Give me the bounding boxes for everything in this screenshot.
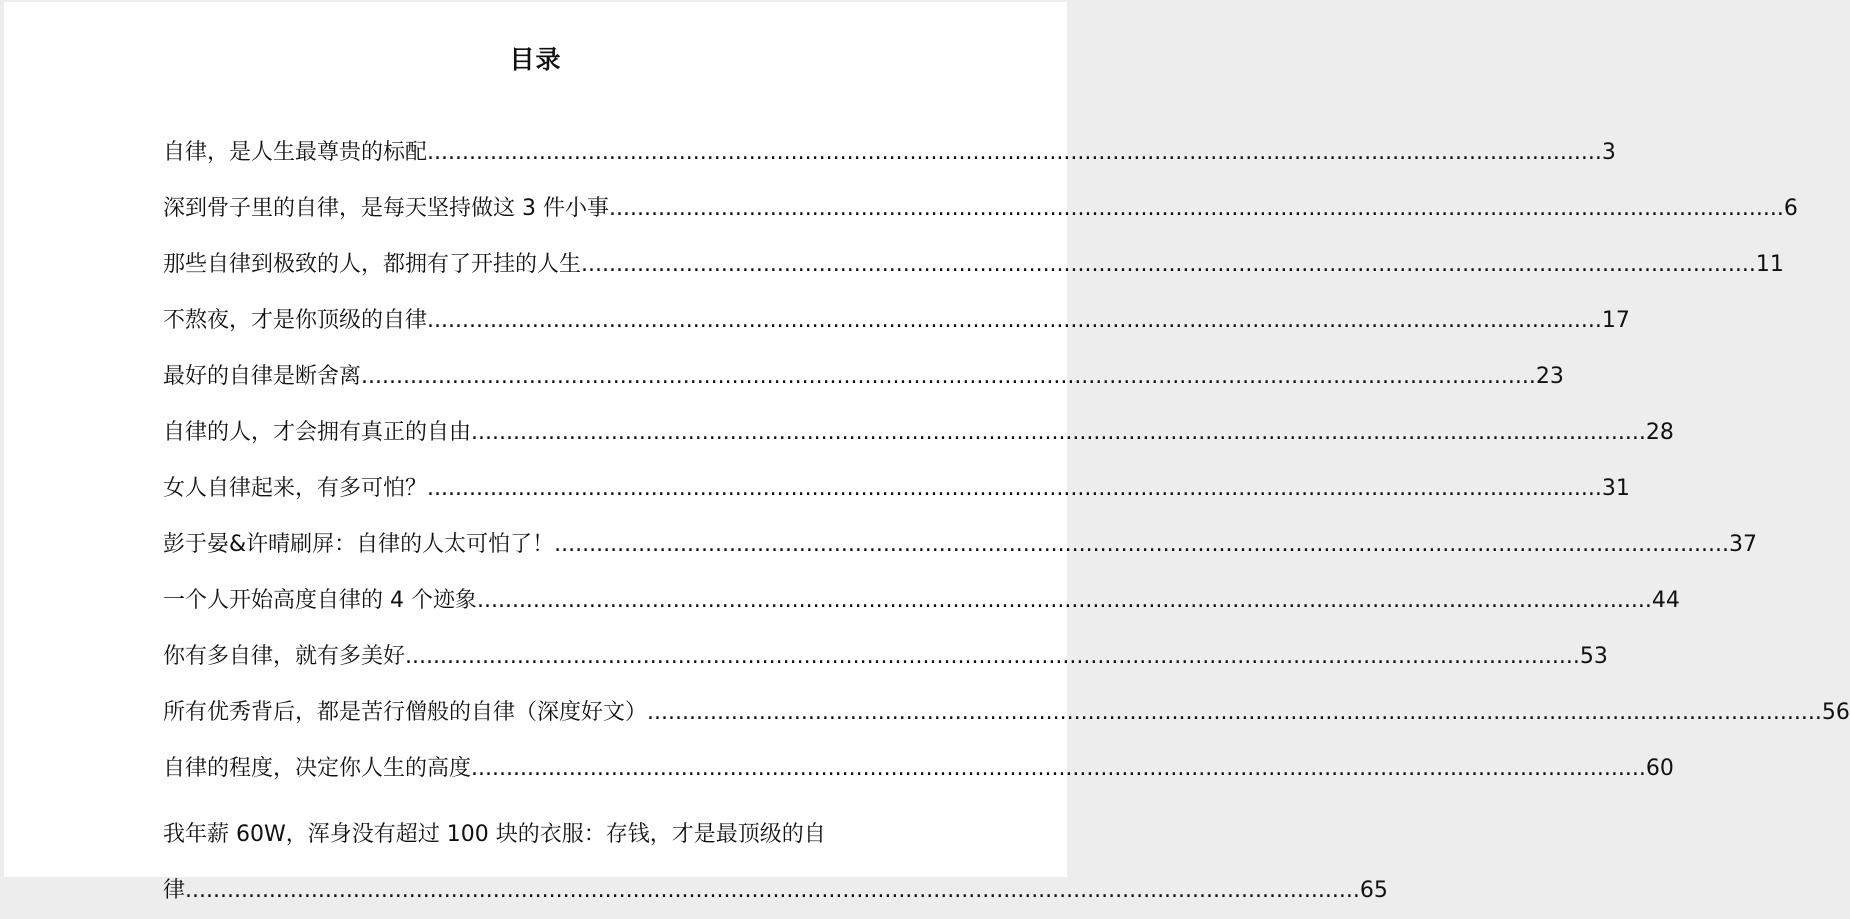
toc-entry[interactable]	[163, 247, 1784, 303]
toc-entry-title: 自律的人，才会拥有真正的自由	[163, 420, 472, 445]
dot-leader	[471, 420, 1646, 445]
toc-entry-page: 44	[1651, 588, 1680, 613]
toc-entry-title: 彭于晏&许晴刷屏：自律的人太可怕了！	[163, 532, 555, 557]
toc-entry[interactable]	[163, 303, 1630, 359]
toc-entry-title: 最好的自律是断舍离	[163, 364, 362, 389]
toc-entry-page: 17	[1601, 308, 1630, 333]
toc-entry-title: 自律，是人生最尊贵的标配	[163, 140, 428, 165]
toc-entry-title: 女人自律起来，有多可怕？	[163, 476, 428, 501]
toc-entry-title: 不熬夜，才是你顶级的自律	[163, 308, 428, 333]
toc-entry-page: 60	[1645, 756, 1674, 781]
dot-leader	[647, 700, 1822, 725]
document-page	[4, 2, 1850, 903]
toc-entry[interactable]	[163, 191, 1798, 247]
toc-entry[interactable]	[163, 527, 1758, 583]
dot-leader	[405, 644, 1580, 669]
toc-entry-page: 11	[1755, 252, 1784, 277]
toc-entry-page: 23	[1535, 364, 1564, 389]
dot-leader	[581, 252, 1756, 277]
toc-entry-title: 那些自律到极致的人，都拥有了开挂的人生	[163, 252, 582, 277]
toc-entry[interactable]	[163, 695, 1850, 751]
toc-entry[interactable]	[163, 807, 1388, 919]
toc-entry-title: 你有多自律，就有多美好	[163, 644, 406, 669]
dot-leader	[554, 532, 1729, 557]
toc-entry-page: 65	[1359, 878, 1388, 903]
dot-leader	[427, 140, 1602, 165]
toc-entry[interactable]	[163, 471, 1630, 527]
toc-entry-title: 深到骨子里的自律，是每天坚持做这 3 件小事	[163, 196, 609, 221]
toc-entry-title: 一个人开始高度自律的 4 个迹象	[163, 588, 477, 613]
dot-leader	[477, 588, 1652, 613]
dot-leader	[361, 364, 1536, 389]
toc-entry-line2	[163, 863, 1388, 919]
dot-leader	[471, 756, 1646, 781]
toc-entry-title-line1: 我年薪 60W，浑身没有超过 100 块的衣服：存钱，才是最顶级的自	[163, 822, 826, 847]
toc-entry-title-line2: 律	[163, 878, 186, 903]
toc-entry-page: 53	[1579, 644, 1608, 669]
toc-entry[interactable]	[163, 359, 1564, 415]
dot-leader	[427, 476, 1602, 501]
toc-entry[interactable]	[163, 415, 1674, 471]
toc-entry-page: 31	[1601, 476, 1630, 501]
dot-leader	[185, 863, 1360, 919]
dot-leader	[427, 308, 1602, 333]
toc-entry-page: 37	[1729, 532, 1758, 557]
toc-entry-title: 自律的程度，决定你人生的高度	[163, 756, 472, 781]
dot-leader	[609, 196, 1784, 221]
toc-entry[interactable]	[163, 583, 1680, 639]
toc-heading: 目录	[509, 45, 562, 74]
toc-entry[interactable]	[163, 135, 1616, 191]
toc-entry-page: 3	[1601, 140, 1616, 165]
toc-entry-page: 6	[1783, 196, 1798, 221]
toc-entry-page: 28	[1645, 420, 1674, 445]
toc-list	[163, 135, 1850, 919]
toc-entry[interactable]	[163, 639, 1608, 695]
toc-entry-title: 所有优秀背后，都是苦行僧般的自律（深度好文）	[163, 700, 648, 725]
toc-entry[interactable]	[163, 751, 1674, 807]
toc-entry-page: 56	[1821, 700, 1850, 725]
